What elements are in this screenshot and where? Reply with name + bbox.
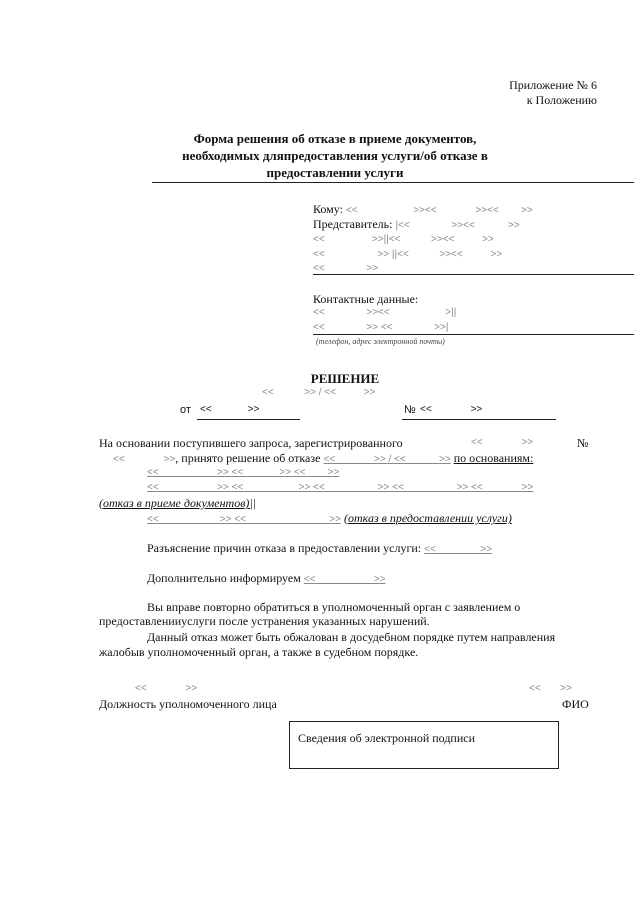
reason-placeholder: << >> [424, 544, 492, 555]
contacts-hint: (телефон, адрес электронной почты) [316, 337, 445, 346]
representative-label: Представитель: [313, 217, 393, 231]
decision-line [113, 451, 533, 466]
recipient-to [313, 202, 533, 217]
position-label: Должность уполномоченного лица [99, 697, 277, 711]
form-title-line-2: необходимых дляпредоставления услуги/об отказе в [182, 148, 488, 163]
title-divider [152, 182, 634, 183]
fio-label: ФИО [562, 697, 589, 711]
grounds-line-2: << >> << >> << >> << >> << >> [147, 482, 534, 493]
decision-refusal-text: , принято решение об отказе [175, 451, 321, 465]
appeal-line-1: Данный отказ может быть обжалован в досудебном порядке путем направления [147, 630, 556, 644]
info-row [147, 571, 386, 586]
decision-title: РЕШЕНИЕ [310, 371, 380, 386]
grounds-service-placeholder: << >> << >> [147, 514, 341, 525]
contacts-label: Контактные данные: [313, 292, 419, 306]
grounds-label: по основаниям: [453, 451, 534, 465]
contacts-line-1: << >><< >|| [313, 307, 457, 318]
decision-number-placeholder: << >> [420, 404, 483, 415]
decision-from-underline [197, 419, 300, 420]
grounds-service-refusal: (отказ в предоставлении услуги) [343, 511, 512, 525]
decision-number-label: № [404, 404, 416, 416]
electronic-signature-box [289, 721, 559, 769]
reapply-line-1: Вы вправе повторно обратиться в уполномоченный орган с заявлением о [147, 600, 521, 614]
grounds-line-1: << >> << >> << >> [147, 467, 340, 478]
recipient-representative [313, 217, 520, 232]
to-placeholder: << >><< >><< >> [345, 205, 533, 216]
recipient-divider [313, 274, 634, 275]
form-title-line-3: предоставлении услуги [266, 165, 404, 180]
decision-subtitle: << >> / << >> [262, 387, 376, 398]
electronic-signature-label: Сведения об электронной подписи [298, 731, 476, 745]
reason-row [147, 541, 492, 556]
info-label: Дополнительно информируем [147, 571, 301, 585]
recipient-line-4: << >> ||<< >><< >> [313, 249, 503, 260]
appendix-number: Приложение № 6 [509, 78, 597, 92]
decision-number-underline [402, 419, 556, 420]
contacts-divider [313, 334, 634, 335]
recipient-line-3: << >>||<< >><< >> [313, 234, 494, 245]
reapply-line-2: предоставленииуслуги после устранения указанных нарушений. [99, 614, 430, 628]
decision-refusal-placeholder: << >> / << >> [323, 454, 451, 465]
representative-placeholder: |<< >><< >> [395, 220, 520, 231]
appeal-line-2: жалобыв уполномоченный орган, а также в судебном порядке. [99, 645, 419, 659]
to-label: Кому: [313, 202, 343, 216]
recipient-line-5: << >> [313, 263, 379, 274]
appendix-reference: к Положению [526, 93, 597, 107]
decision-from-placeholder: << >> [200, 404, 260, 415]
info-placeholder: << >> [303, 574, 386, 585]
grounds-docs-refusal: (отказ в приеме документов)|| [99, 496, 256, 510]
form-title-line-1: Форма решения об отказе в приеме документов, [193, 131, 477, 146]
contacts-line-2: << >> << >>| [313, 322, 449, 333]
reason-label: Разъяснение причин отказа в предоставлении услуги: [147, 541, 422, 555]
fio-placeholder: << >> [529, 683, 572, 694]
grounds-line-4 [147, 511, 512, 526]
basis-text: На основании поступившего запроса, зарегистрированного [99, 436, 403, 450]
basis-number-sign: № [577, 436, 589, 450]
basis-number-placeholder: << >> [113, 454, 176, 465]
decision-from-label: от [180, 404, 191, 416]
basis-request-placeholder: << >> [471, 437, 534, 448]
position-placeholder: << >> [135, 683, 198, 694]
